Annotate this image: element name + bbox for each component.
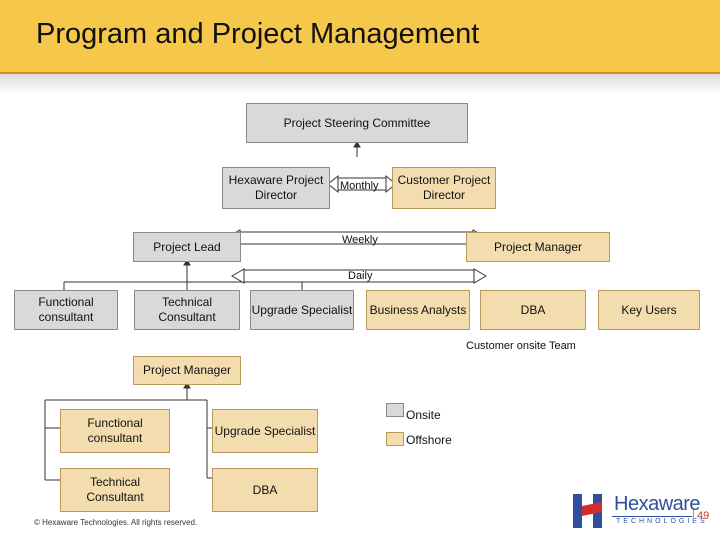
sub-dba-label: DBA (252, 482, 278, 497)
legend-offshore-swatch (386, 432, 404, 446)
logo-subtitle: TECHNOLOGIES (616, 518, 708, 525)
legend-onsite-swatch (386, 403, 404, 417)
copyright-text: © Hexaware Technologies. All rights reserved. (34, 518, 198, 527)
sub-technical-consultant-box (60, 468, 170, 512)
functional-consultant-box (14, 290, 118, 330)
dba-box (480, 290, 586, 330)
functional-consultant-label: Functional consultant (38, 295, 94, 324)
key-users-label: Key Users (621, 302, 677, 317)
weekly-label: Weekly (342, 234, 378, 246)
logo-divider (612, 516, 692, 517)
project-manager-box (133, 356, 241, 385)
monthly-label: Monthly (340, 180, 379, 192)
project-manager-label: Project Manager (142, 363, 232, 377)
steering-committee-box (246, 103, 468, 143)
business-analysts-label: Business Analysts (369, 302, 467, 317)
hexaware-director-label: Hexaware Project Director (228, 173, 324, 202)
business-analysts-box (366, 290, 470, 330)
legend-onsite-label: Onsite (406, 408, 441, 422)
upgrade-specialist-box (250, 290, 354, 330)
logo-wordmark: Hexaware (614, 493, 701, 515)
daily-label: Daily (348, 270, 373, 282)
customer-onsite-team-label: Customer onsite Team (466, 340, 576, 352)
technical-consultant-box (134, 290, 240, 330)
hexaware-logo-icon (571, 492, 611, 530)
sub-technical-consultant-label: Technical Consultant (86, 475, 144, 504)
sub-functional-consultant-label: Functional consultant (87, 416, 143, 445)
dba-label: DBA (520, 302, 546, 317)
project-manager-top-box (466, 232, 610, 262)
sub-upgrade-specialist-box (212, 409, 318, 453)
upgrade-specialist-label: Upgrade Specialist (251, 302, 353, 317)
sub-dba-box (212, 468, 318, 512)
hexaware-director-box (222, 167, 330, 209)
page-number: 49 (693, 510, 709, 522)
customer-director-box (392, 167, 496, 209)
sub-functional-consultant-box (60, 409, 170, 453)
project-lead-box (133, 232, 241, 262)
key-users-box (598, 290, 700, 330)
customer-director-label: Customer Project Director (397, 173, 491, 202)
project-manager-top-label: Project Manager (493, 239, 583, 254)
page-title: Program and Project Management (36, 18, 480, 50)
project-lead-label: Project Lead (153, 239, 221, 254)
legend-offshore-label: Offshore (406, 433, 452, 447)
sub-upgrade-specialist-label: Upgrade Specialist (214, 423, 316, 438)
technical-consultant-label: Technical Consultant (158, 295, 216, 324)
steering-committee-label: Project Steering Committee (283, 115, 431, 130)
